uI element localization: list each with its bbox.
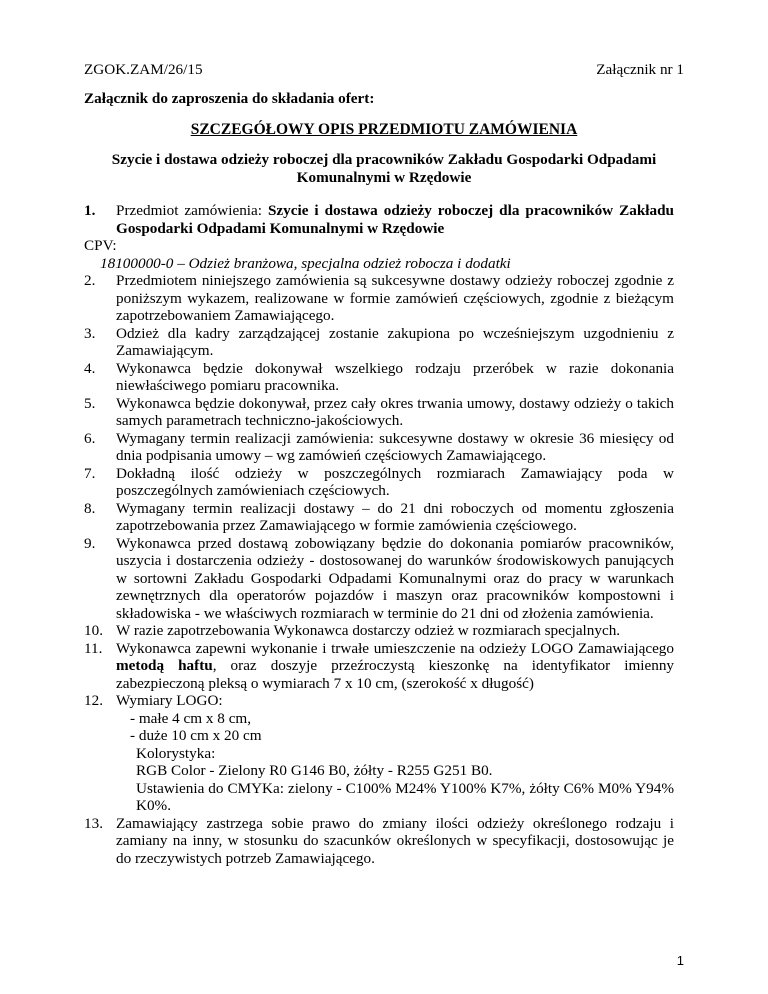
intro-heading: Załącznik do zaproszenia do składania ofert: [84, 90, 375, 107]
item-text: Dokładną ilość odzieży w poszczególnych rozmiarach Zamawiający poda w poszczególnych zamówieniach częściowych. [116, 464, 674, 499]
list-item [84, 500, 674, 535]
numbered-list [84, 272, 674, 640]
item-bold-text: Szycie i dostawa odzieży roboczej dla pracowników Zakładu Gospodarki Odpadami Komunalnymi w Rzędowie [116, 202, 674, 237]
item-number: 2. [84, 272, 96, 289]
item-number: 13. [84, 814, 103, 832]
subtitle-line: Szycie i dostawa odzieży roboczej dla pracowników Zakładu Gospodarki Odpadami [111, 151, 657, 168]
cpv-value: 18100000-0 – Odzież branżowa, specjalna odzież robocza i dodatki [100, 254, 511, 272]
document-subtitle [105, 151, 663, 187]
item-number: 9. [84, 534, 96, 552]
item-number: 3. [84, 324, 96, 342]
list-item [84, 465, 674, 500]
list-item [84, 272, 674, 325]
item-number: 7. [84, 464, 96, 482]
item-number: 5. [84, 394, 96, 412]
cpv-label: CPV: [84, 237, 117, 254]
document-title: SZCZEGÓŁOWY OPIS PRZEDMIOTU ZAMÓWIENIA [190, 121, 578, 138]
list-item [84, 622, 674, 640]
item-number: 12. [84, 692, 103, 709]
document-reference: ZGOK.ZAM/26/15 [84, 61, 203, 78]
colors-label: Kolorystyka: [136, 744, 216, 762]
document-body [84, 202, 674, 867]
item-number: 1. [84, 202, 96, 219]
item-text: Wykonawca będzie dokonywał wszelkiego rodzaju przeróbek w razie dokonania niewłaściwego pomiaru pracownika. [116, 359, 674, 394]
list-item-13 [84, 815, 674, 868]
item-text [116, 692, 674, 815]
item-number: 11. [84, 639, 103, 657]
item-bold-text: metodą haftu [116, 657, 213, 674]
item-text [116, 202, 674, 237]
list-item [84, 395, 674, 430]
logo-size-small: - małe 4 cm x 8 cm, [130, 709, 252, 727]
subtitle-line: Komunalnymi w Rzędowie [296, 169, 472, 186]
item-text: Przedmiotem niniejszego zamówienia są sukcesywne dostawy odzieży roboczej zgodnie z poniższym wykazem, realizowane w formie zamówień częściowych, zgodnie z bieżącym zapotrzebowaniem Zamawiającego. [116, 272, 674, 324]
item-text: Zamawiający zastrzega sobie prawo do zmiany ilości odzieży określonego rodzaju i zamiany na inny, w stosunku do szacunków określonych w specyfikacji, dostosowując je do rzeczywistych potrzeb Zamawiającego. [116, 814, 674, 867]
item-number: 10. [84, 622, 103, 639]
item-text: Odzież dla kadry zarządzającej zostanie zakupiona po wcześniejszym uzgodnieniu z Zamawiającym. [116, 324, 674, 359]
item-text: Wykonawca przed dostawą zobowiązany będzie do dokonania pomiarów pracowników, uszycia i dostarczenia odzieży - dostosowanej do warunków środowiskowych panujących w sortowni Zakładu Gospodarki Odpadami Komunalnymi oraz do pracy w warunkach zewnętrznych dla operatorów pojazdów i maszyn oraz pracowników kompostowni i składowiska - we właściwych rozmiarach w terminie do 21 dni od złożenia zamówienia. [116, 534, 674, 622]
page-header [84, 61, 684, 79]
page-number: 1 [676, 953, 684, 968]
item-text-part: Wykonawca zapewni wykonanie i trwałe umieszczenie na odzieży LOGO Zamawiającego [116, 639, 674, 657]
item-number: 8. [84, 499, 96, 517]
logo-sizes-label: Wymiary LOGO: [116, 692, 223, 709]
cmyk-colors: Ustawienia do CMYKa: zielony - C100% M24% Y100% K7%, żółty C6% M0% Y94% K0%. [136, 779, 674, 814]
item-text: Wykonawca będzie dokonywał, przez cały okres trwania umowy, dostawy odzieży o takich samych parametrach techniczno-jakościowych. [116, 394, 674, 429]
list-item-1 [84, 202, 674, 237]
list-item-12 [84, 692, 674, 815]
item-text: W razie zapotrzebowania Wykonawca dostarczy odzież w rozmiarach specjalnych. [116, 622, 621, 639]
attachment-label: Załącznik nr 1 [596, 61, 684, 78]
list-item [84, 360, 674, 395]
item-text: Wymagany termin realizacji zamówienia: sukcesywne dostawy w okresie 36 miesięcy od dnia podpisania umowy – wg zamówień częściowych Zamawiającego. [116, 429, 674, 464]
item-number: 6. [84, 429, 96, 447]
list-item-11 [84, 640, 674, 693]
rgb-colors: RGB Color - Zielony R0 G146 B0, żółty - R255 G251 B0. [136, 762, 493, 779]
item-prefix: Przedmiot zamówienia: [116, 202, 268, 219]
item-text-part: , oraz doszyje przeźroczystą kieszonkę na identyfikator imienny zabezpieczoną pleksą o wymiarach 7 x 10 cm, (szerokość x długość) [116, 657, 674, 692]
item-text: Wymagany termin realizacji dostawy – do 21 dni roboczych od momentu zgłoszenia zapotrzebowania przez Zamawiającego w formie zamówienia częściowego. [116, 499, 674, 534]
item-number: 4. [84, 359, 96, 377]
list-item [84, 535, 674, 623]
list-item [84, 430, 674, 465]
list-item [84, 325, 674, 360]
item-text [116, 640, 674, 693]
logo-size-large: - duże 10 cm x 20 cm [130, 727, 262, 744]
